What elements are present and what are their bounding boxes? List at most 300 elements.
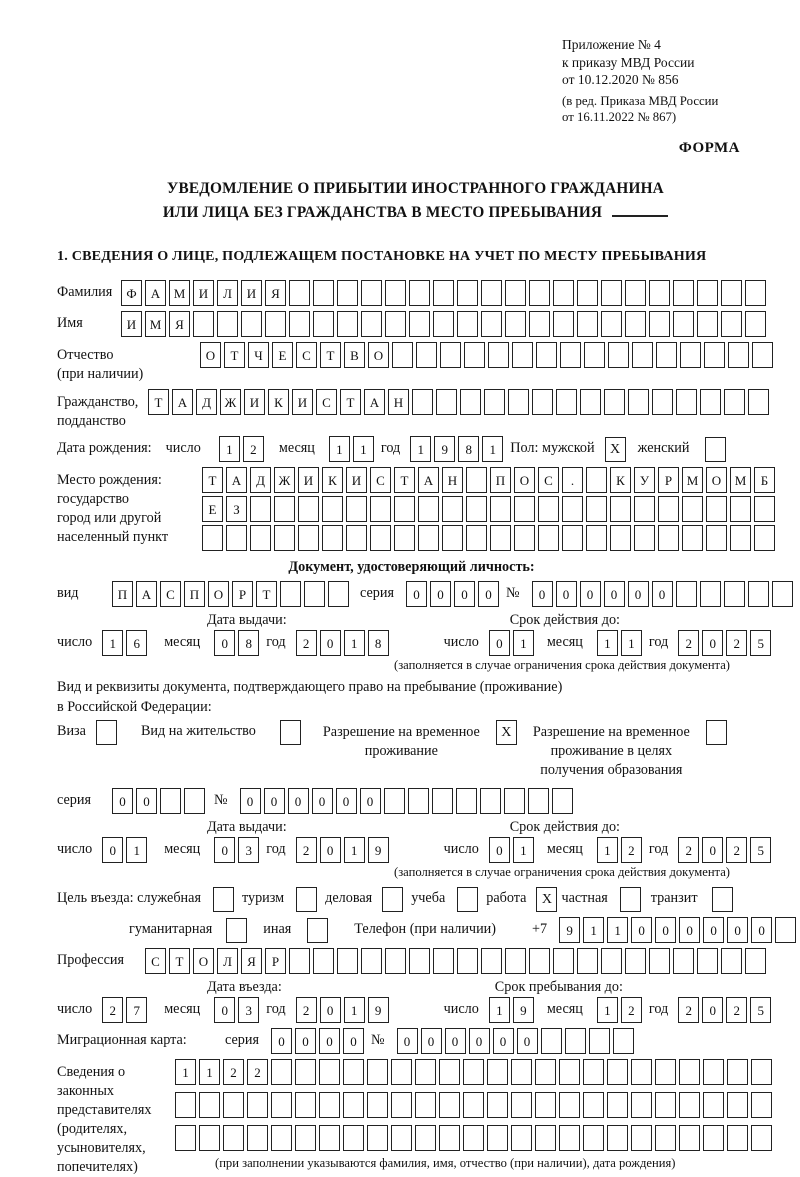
char-cell[interactable]: Н [388,389,409,415]
char-cell[interactable]: 0 [631,917,652,943]
char-cell[interactable] [754,525,775,551]
char-cell[interactable] [391,1059,412,1085]
char-cell[interactable]: 0 [702,630,723,656]
char-cell[interactable] [634,496,655,522]
char-cell[interactable] [658,525,679,551]
char-cell[interactable] [511,1092,532,1118]
char-cell[interactable]: И [346,467,367,493]
char-cell[interactable]: 0 [652,581,673,607]
char-cell[interactable]: К [268,389,289,415]
char-cell[interactable] [265,311,286,337]
char-cell[interactable]: 0 [454,581,475,607]
char-cell[interactable]: 2 [296,837,317,863]
char-cell[interactable] [652,389,673,415]
char-cell[interactable] [481,311,502,337]
char-cell[interactable]: П [112,581,133,607]
char-cell[interactable] [271,1092,292,1118]
char-cell[interactable]: А [226,467,247,493]
char-cell[interactable]: 5 [750,630,771,656]
purpose-official-checkbox[interactable] [213,887,234,912]
char-cell[interactable] [704,342,725,368]
char-cell[interactable]: 2 [243,436,264,462]
char-cell[interactable] [529,948,550,974]
char-cell[interactable]: 1 [329,436,350,462]
char-cell[interactable] [193,311,214,337]
char-cell[interactable] [394,496,415,522]
char-cell[interactable] [480,788,501,814]
char-cell[interactable] [700,581,721,607]
char-cell[interactable] [655,1125,676,1151]
char-cell[interactable] [337,280,358,306]
char-cell[interactable] [553,280,574,306]
char-cell[interactable] [508,389,529,415]
char-cell[interactable] [367,1125,388,1151]
char-cell[interactable] [295,1092,316,1118]
char-cell[interactable] [328,581,349,607]
char-cell[interactable] [271,1125,292,1151]
char-cell[interactable] [625,311,646,337]
char-cell[interactable] [552,788,573,814]
char-cell[interactable]: Т [202,467,223,493]
char-cell[interactable] [463,1092,484,1118]
char-cell[interactable] [655,1059,676,1085]
char-cell[interactable]: О [706,467,727,493]
char-cell[interactable]: Т [340,389,361,415]
char-cell[interactable] [361,311,382,337]
char-cell[interactable] [370,496,391,522]
char-cell[interactable] [745,280,766,306]
char-cell[interactable] [535,1092,556,1118]
char-cell[interactable] [432,788,453,814]
char-cell[interactable]: 1 [597,837,618,863]
char-cell[interactable] [676,389,697,415]
char-cell[interactable]: С [316,389,337,415]
char-cell[interactable]: Л [217,280,238,306]
char-cell[interactable] [538,525,559,551]
char-cell[interactable] [649,948,670,974]
char-cell[interactable]: О [193,948,214,974]
char-cell[interactable]: 1 [583,917,604,943]
char-cell[interactable] [409,280,430,306]
char-cell[interactable] [384,788,405,814]
char-cell[interactable] [751,1125,772,1151]
char-cell[interactable]: О [208,581,229,607]
char-cell[interactable] [313,280,334,306]
char-cell[interactable]: 1 [489,997,510,1023]
char-cell[interactable] [271,1059,292,1085]
char-cell[interactable] [199,1092,220,1118]
char-cell[interactable]: 9 [513,997,534,1023]
char-cell[interactable] [601,311,622,337]
char-cell[interactable]: А [418,467,439,493]
char-cell[interactable] [559,1059,580,1085]
char-cell[interactable] [175,1092,196,1118]
char-cell[interactable] [697,948,718,974]
char-cell[interactable] [649,280,670,306]
char-cell[interactable] [409,311,430,337]
char-cell[interactable]: И [292,389,313,415]
char-cell[interactable] [583,1125,604,1151]
char-cell[interactable] [772,581,793,607]
char-cell[interactable]: . [562,467,583,493]
char-cell[interactable] [289,311,310,337]
char-cell[interactable] [415,1059,436,1085]
char-cell[interactable] [577,948,598,974]
char-cell[interactable]: К [610,467,631,493]
char-cell[interactable]: 2 [296,997,317,1023]
char-cell[interactable] [319,1092,340,1118]
char-cell[interactable] [337,948,358,974]
char-cell[interactable] [560,342,581,368]
char-cell[interactable]: 0 [397,1028,418,1054]
char-cell[interactable] [343,1125,364,1151]
char-cell[interactable] [679,1092,700,1118]
char-cell[interactable] [529,311,550,337]
char-cell[interactable] [391,1125,412,1151]
char-cell[interactable]: 1 [102,630,123,656]
char-cell[interactable]: 8 [368,630,389,656]
char-cell[interactable] [528,788,549,814]
char-cell[interactable]: 7 [126,997,147,1023]
char-cell[interactable] [346,525,367,551]
char-cell[interactable] [748,581,769,607]
char-cell[interactable]: 1 [482,436,503,462]
char-cell[interactable] [457,280,478,306]
char-cell[interactable]: Т [148,389,169,415]
char-cell[interactable] [607,1059,628,1085]
char-cell[interactable] [706,496,727,522]
char-cell[interactable]: Ч [248,342,269,368]
char-cell[interactable] [679,1125,700,1151]
char-cell[interactable] [247,1125,268,1151]
char-cell[interactable] [490,525,511,551]
char-cell[interactable] [656,342,677,368]
char-cell[interactable]: 2 [678,997,699,1023]
char-cell[interactable] [745,311,766,337]
char-cell[interactable] [535,1125,556,1151]
char-cell[interactable] [721,948,742,974]
char-cell[interactable] [418,525,439,551]
char-cell[interactable] [433,948,454,974]
char-cell[interactable]: 3 [238,997,259,1023]
char-cell[interactable] [250,525,271,551]
char-cell[interactable]: 0 [702,997,723,1023]
char-cell[interactable] [313,948,334,974]
char-cell[interactable] [577,280,598,306]
char-cell[interactable] [505,311,526,337]
char-cell[interactable] [487,1059,508,1085]
char-cell[interactable]: Е [272,342,293,368]
char-cell[interactable]: И [244,389,265,415]
char-cell[interactable] [631,1059,652,1085]
char-cell[interactable] [562,525,583,551]
char-cell[interactable] [511,1059,532,1085]
char-cell[interactable]: 0 [702,837,723,863]
char-cell[interactable] [250,496,271,522]
char-cell[interactable] [337,311,358,337]
char-cell[interactable]: 0 [556,581,577,607]
char-cell[interactable] [727,1125,748,1151]
char-cell[interactable]: М [730,467,751,493]
char-cell[interactable] [460,389,481,415]
char-cell[interactable]: 0 [478,581,499,607]
char-cell[interactable] [586,496,607,522]
char-cell[interactable]: 0 [295,1028,316,1054]
char-cell[interactable] [504,788,525,814]
char-cell[interactable] [751,1059,772,1085]
char-cell[interactable] [532,389,553,415]
char-cell[interactable] [727,1059,748,1085]
char-cell[interactable] [295,1059,316,1085]
char-cell[interactable]: А [145,280,166,306]
char-cell[interactable] [649,311,670,337]
char-cell[interactable]: О [200,342,221,368]
char-cell[interactable]: О [368,342,389,368]
char-cell[interactable]: 2 [726,997,747,1023]
char-cell[interactable] [536,342,557,368]
char-cell[interactable]: С [145,948,166,974]
char-cell[interactable] [586,467,607,493]
char-cell[interactable] [280,581,301,607]
char-cell[interactable]: 9 [368,837,389,863]
char-cell[interactable] [319,1059,340,1085]
residence-permit-checkbox[interactable] [280,720,301,745]
purpose-tourism-checkbox[interactable] [296,887,317,912]
char-cell[interactable] [322,496,343,522]
char-cell[interactable] [392,342,413,368]
char-cell[interactable] [463,1125,484,1151]
char-cell[interactable]: Т [320,342,341,368]
char-cell[interactable]: Т [169,948,190,974]
char-cell[interactable] [295,1125,316,1151]
char-cell[interactable] [415,1125,436,1151]
char-cell[interactable] [631,1125,652,1151]
char-cell[interactable] [436,389,457,415]
char-cell[interactable]: 0 [214,630,235,656]
char-cell[interactable] [655,1092,676,1118]
char-cell[interactable] [553,948,574,974]
char-cell[interactable]: 1 [597,997,618,1023]
char-cell[interactable] [202,525,223,551]
char-cell[interactable]: 0 [271,1028,292,1054]
char-cell[interactable] [217,311,238,337]
char-cell[interactable] [456,788,477,814]
char-cell[interactable]: Л [217,948,238,974]
char-cell[interactable] [697,280,718,306]
char-cell[interactable] [632,342,653,368]
char-cell[interactable]: 0 [320,630,341,656]
char-cell[interactable]: 2 [621,997,642,1023]
char-cell[interactable] [322,525,343,551]
char-cell[interactable]: 0 [727,917,748,943]
char-cell[interactable] [289,948,310,974]
char-cell[interactable] [433,280,454,306]
char-cell[interactable] [682,525,703,551]
char-cell[interactable]: Ж [220,389,241,415]
male-checkbox[interactable]: X [605,437,626,462]
char-cell[interactable]: А [364,389,385,415]
char-cell[interactable] [223,1125,244,1151]
char-cell[interactable] [728,342,749,368]
char-cell[interactable]: И [193,280,214,306]
char-cell[interactable] [442,496,463,522]
char-cell[interactable] [538,496,559,522]
char-cell[interactable] [721,311,742,337]
char-cell[interactable]: И [241,280,262,306]
char-cell[interactable]: 1 [199,1059,220,1085]
char-cell[interactable] [343,1092,364,1118]
char-cell[interactable]: Ф [121,280,142,306]
char-cell[interactable]: Я [241,948,262,974]
char-cell[interactable] [535,1059,556,1085]
char-cell[interactable] [610,525,631,551]
char-cell[interactable] [346,496,367,522]
char-cell[interactable]: М [145,311,166,337]
char-cell[interactable] [304,581,325,607]
char-cell[interactable]: И [121,311,142,337]
char-cell[interactable]: А [136,581,157,607]
char-cell[interactable]: 0 [421,1028,442,1054]
char-cell[interactable] [703,1092,724,1118]
char-cell[interactable] [589,1028,610,1054]
char-cell[interactable]: 0 [319,1028,340,1054]
char-cell[interactable]: 0 [751,917,772,943]
char-cell[interactable]: 0 [430,581,451,607]
char-cell[interactable] [697,311,718,337]
char-cell[interactable] [466,467,487,493]
char-cell[interactable] [439,1092,460,1118]
char-cell[interactable]: 1 [621,630,642,656]
char-cell[interactable]: 2 [678,630,699,656]
char-cell[interactable] [703,1059,724,1085]
char-cell[interactable] [160,788,181,814]
char-cell[interactable]: 1 [513,630,534,656]
char-cell[interactable]: Т [256,581,277,607]
char-cell[interactable] [457,311,478,337]
char-cell[interactable] [408,788,429,814]
char-cell[interactable]: П [490,467,511,493]
char-cell[interactable] [505,280,526,306]
char-cell[interactable] [607,1092,628,1118]
char-cell[interactable] [488,342,509,368]
char-cell[interactable]: С [538,467,559,493]
char-cell[interactable] [529,280,550,306]
char-cell[interactable]: К [322,467,343,493]
char-cell[interactable]: 0 [343,1028,364,1054]
char-cell[interactable]: З [226,496,247,522]
char-cell[interactable] [512,342,533,368]
char-cell[interactable]: 2 [726,837,747,863]
char-cell[interactable] [682,496,703,522]
char-cell[interactable] [367,1059,388,1085]
char-cell[interactable]: Д [250,467,271,493]
edu-residence-checkbox[interactable] [706,720,727,745]
char-cell[interactable] [175,1125,196,1151]
char-cell[interactable]: 0 [703,917,724,943]
char-cell[interactable] [673,948,694,974]
char-cell[interactable] [724,581,745,607]
char-cell[interactable] [580,389,601,415]
char-cell[interactable]: 0 [517,1028,538,1054]
char-cell[interactable]: 3 [238,837,259,863]
char-cell[interactable]: 5 [750,837,771,863]
char-cell[interactable]: С [296,342,317,368]
char-cell[interactable] [298,525,319,551]
char-cell[interactable] [514,525,535,551]
char-cell[interactable]: 1 [597,630,618,656]
char-cell[interactable] [748,389,769,415]
char-cell[interactable] [559,1125,580,1151]
char-cell[interactable] [679,1059,700,1085]
char-cell[interactable] [553,311,574,337]
char-cell[interactable] [700,389,721,415]
char-cell[interactable] [673,280,694,306]
char-cell[interactable] [680,342,701,368]
char-cell[interactable]: Н [442,467,463,493]
char-cell[interactable] [676,581,697,607]
char-cell[interactable] [730,496,751,522]
char-cell[interactable]: 1 [344,630,365,656]
char-cell[interactable]: 2 [247,1059,268,1085]
char-cell[interactable] [565,1028,586,1054]
char-cell[interactable]: 0 [112,788,133,814]
char-cell[interactable]: 0 [320,997,341,1023]
char-cell[interactable]: 0 [445,1028,466,1054]
char-cell[interactable]: Е [202,496,223,522]
char-cell[interactable]: 0 [214,997,235,1023]
char-cell[interactable]: Т [394,467,415,493]
char-cell[interactable]: 1 [513,837,534,863]
char-cell[interactable] [583,1092,604,1118]
char-cell[interactable]: С [370,467,391,493]
char-cell[interactable]: С [160,581,181,607]
char-cell[interactable]: 0 [136,788,157,814]
char-cell[interactable] [481,280,502,306]
char-cell[interactable]: 0 [360,788,381,814]
char-cell[interactable]: 2 [621,837,642,863]
temp-residence-checkbox[interactable]: X [496,720,517,745]
char-cell[interactable]: 1 [126,837,147,863]
char-cell[interactable] [610,496,631,522]
char-cell[interactable]: 0 [102,837,123,863]
char-cell[interactable] [673,311,694,337]
char-cell[interactable] [487,1092,508,1118]
char-cell[interactable] [385,280,406,306]
char-cell[interactable] [439,1125,460,1151]
char-cell[interactable] [457,948,478,974]
char-cell[interactable]: И [298,467,319,493]
char-cell[interactable] [274,525,295,551]
char-cell[interactable]: Д [196,389,217,415]
char-cell[interactable]: М [682,467,703,493]
char-cell[interactable]: 0 [679,917,700,943]
char-cell[interactable]: У [634,467,655,493]
char-cell[interactable]: 8 [458,436,479,462]
char-cell[interactable]: Я [265,280,286,306]
char-cell[interactable]: 5 [750,997,771,1023]
char-cell[interactable] [442,525,463,551]
char-cell[interactable]: 6 [126,630,147,656]
char-cell[interactable] [752,342,773,368]
char-cell[interactable]: Р [232,581,253,607]
char-cell[interactable]: Т [224,342,245,368]
char-cell[interactable]: А [172,389,193,415]
char-cell[interactable] [775,917,796,943]
char-cell[interactable]: 0 [604,581,625,607]
char-cell[interactable] [274,496,295,522]
char-cell[interactable] [634,525,655,551]
char-cell[interactable] [484,389,505,415]
